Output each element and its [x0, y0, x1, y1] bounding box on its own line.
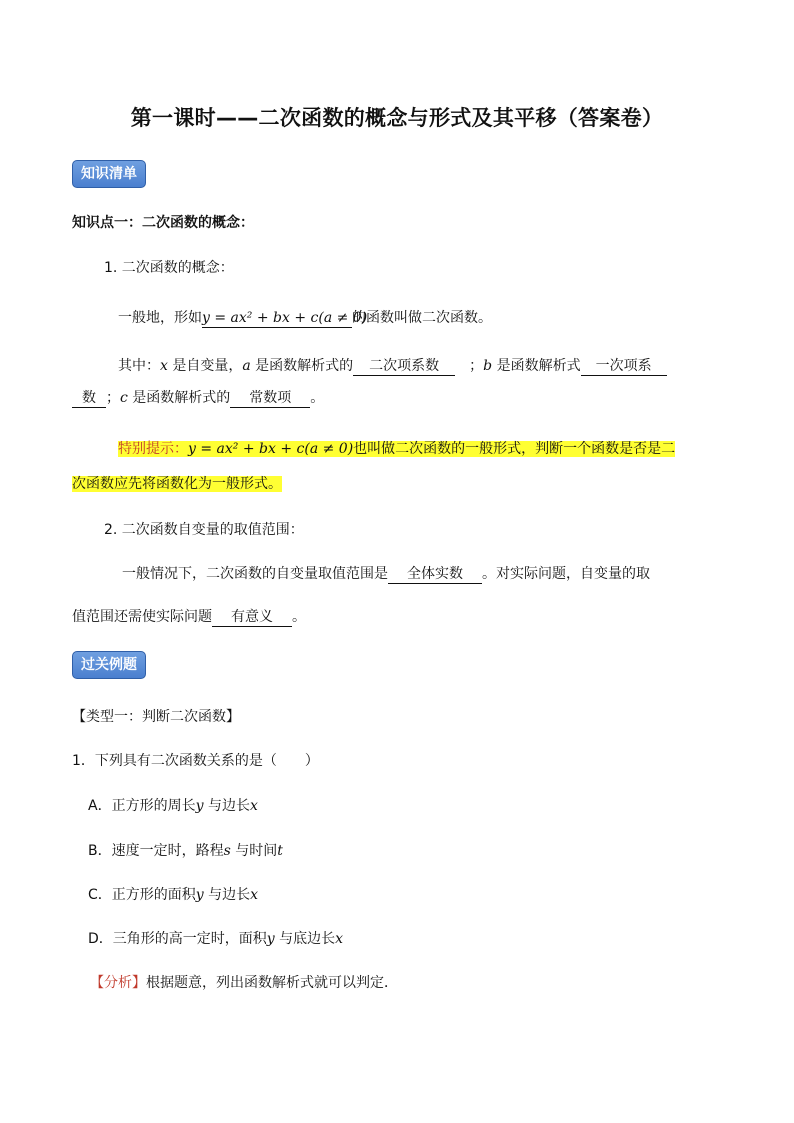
section-badge-examples: 过关例题 [72, 651, 146, 679]
blank-linear-coefficient: 一次项系 [581, 357, 667, 376]
blank-constant-term: 常数项 [230, 389, 310, 408]
var: s [223, 843, 231, 859]
var: t [277, 843, 283, 859]
blank-linear-coefficient-cont: 数 [72, 389, 106, 408]
tip-text-2: 次函数应先将函数化为一般形式。 [72, 476, 282, 492]
option-text: 与时间 [230, 843, 278, 859]
analysis [90, 973, 398, 993]
range-line-1 [122, 564, 650, 584]
var-a: a [242, 358, 251, 374]
item2-label: 2. 二次函数自变量的取值范围： [104, 522, 304, 538]
tip-formula: y = ax² + bx + c(a ≠ 0) [188, 441, 354, 457]
text: 其中： [118, 358, 160, 374]
option-c [88, 885, 258, 905]
terms-line-2 [72, 388, 324, 408]
text: 。对实际问题，自变量的取 [482, 566, 650, 582]
text: ； [106, 390, 120, 406]
page-title: 第一课时——二次函数的概念与形式及其平移（答案卷） [130, 106, 664, 130]
option-text: 与边长 [203, 887, 251, 903]
var: x [335, 931, 344, 947]
var: x [250, 887, 259, 903]
text: 。 [292, 609, 306, 625]
blank-all-reals: 全体实数 [388, 565, 482, 584]
option-d [88, 929, 343, 949]
text: 。 [310, 390, 325, 406]
text: 一般情况下，二次函数的自变量取值范围是 [122, 566, 388, 582]
option-label: D．三角形的高一定时，面积 [88, 931, 267, 947]
text: 是函数解析式的 [250, 358, 354, 374]
tip-line-2 [72, 474, 282, 494]
knowledge-point-heading: 知识点一：二次函数的概念： [72, 215, 254, 231]
text: 是函数解析式 [492, 358, 581, 374]
item1-label: 1. 二次函数的概念： [104, 260, 234, 276]
terms-line-1 [118, 356, 667, 376]
section-badge-knowledge: 知识清单 [72, 160, 146, 188]
var: x [249, 798, 258, 814]
var: y [195, 887, 204, 903]
var: y [266, 931, 275, 947]
text: 是函数解析式的 [127, 390, 231, 406]
tip-text-1: 也叫做二次函数的一般形式，判断一个函数是否是二 [353, 441, 676, 457]
tip-line-1 [118, 439, 675, 459]
question-1: 1．下列具有二次函数关系的是（ ） [72, 753, 319, 769]
definition-suffix: 的函数叫做二次函数。 [352, 310, 492, 326]
var: y [195, 798, 204, 814]
var-x: x [160, 358, 168, 374]
option-b [88, 841, 283, 861]
text: ； [469, 358, 484, 374]
analysis-tag: 【分析】 [90, 975, 146, 991]
tip-label: 特别提示： [118, 441, 188, 457]
option-label: B．速度一定时，路程 [88, 843, 224, 859]
range-line-2 [72, 607, 306, 627]
text: 是自变量， [167, 358, 243, 374]
definition-prefix: 一般地，形如 [118, 310, 202, 326]
type-heading: 【类型一：判断二次函数】 [72, 709, 240, 725]
option-label: A．正方形的周长 [88, 798, 196, 814]
var-b: b [483, 358, 493, 374]
analysis-text: 根据题意，列出函数解析式就可以判定． [146, 975, 398, 991]
blank-meaningful: 有意义 [212, 608, 292, 627]
option-text: 与边长 [203, 798, 250, 814]
option-text: 与底边长 [274, 931, 336, 947]
text: 值范围还需使实际问题 [72, 609, 212, 625]
option-a [88, 796, 258, 816]
definition-line [118, 308, 492, 328]
option-label: C．正方形的面积 [88, 887, 196, 903]
definition-formula: y = ax² + bx + c(a ≠ 0) [202, 310, 368, 326]
blank-quadratic-coefficient: 二次项系数 [353, 357, 455, 376]
var-c: c [120, 390, 128, 406]
